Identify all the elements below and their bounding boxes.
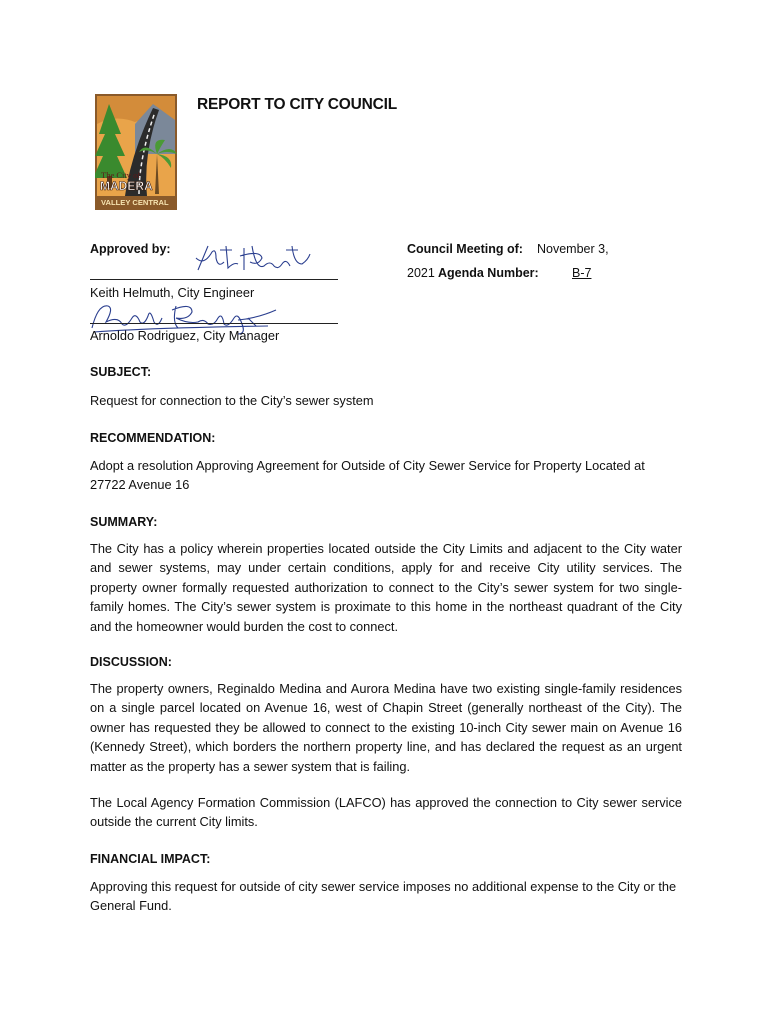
- approved-by-label: Approved by:: [90, 242, 171, 256]
- svg-text:MADERA: MADERA: [100, 179, 153, 193]
- signature-line-1: [90, 279, 338, 280]
- recommendation-heading: RECOMMENDATION:: [90, 431, 216, 445]
- subject-body: Request for connection to the City’s sewer system: [90, 393, 374, 408]
- summary-heading: SUMMARY:: [90, 515, 158, 529]
- signer-1-name: Keith Helmuth, City Engineer: [90, 285, 255, 300]
- financial-impact-heading: FINANCIAL IMPACT:: [90, 852, 211, 866]
- svg-text:VALLEY CENTRAL: VALLEY CENTRAL: [101, 198, 169, 207]
- signer-2-name: Arnoldo Rodriguez, City Manager: [90, 328, 280, 343]
- agenda-number: B-7: [572, 266, 592, 280]
- discussion-body-1: The property owners, Reginaldo Medina and Aurora Medina have two existing single-family residences on a single parcel located on Avenue 16, west of Chapin Street (generally northeast of the City). The owner has requested they be allowed to connect to the existing 10-inch City sewer main on Avenue 16 (Kennedy Street), which borders the northern property line, and has declared the request as an urgent matter as the property has a sewer system that is failing.: [90, 681, 682, 774]
- recommendation-body: Adopt a resolution Approving Agreement for Outside of City Sewer Service for Property Located at 27722 Avenue 16: [90, 458, 645, 493]
- agenda-number-label: Agenda Number:: [438, 266, 539, 280]
- council-meeting-year: 2021: [407, 266, 435, 280]
- svg-text:The City of: The City of: [101, 170, 141, 180]
- council-meeting-date: November 3,: [537, 242, 609, 256]
- report-title: REPORT TO CITY COUNCIL: [197, 96, 397, 113]
- signature-line-2: [90, 323, 338, 324]
- subject-heading: SUBJECT:: [90, 365, 152, 379]
- summary-body: The City has a policy wherein properties located outside the City Limits and adjacent to the City water and sewer systems, may under certain conditions, apply for and receive City utility services. The property owner formally requested authorization to connect to the City’s sewer system for two single-family homes. The City’s sewer system is proximate to this home in the northeast quadrant of the City and the homeowner would burden the cost to connect.: [90, 541, 682, 634]
- financial-impact-body: Approving this request for outside of city sewer service imposes no additional expense to the City or the General Fund.: [90, 879, 677, 914]
- city-of-madera-logo: [95, 94, 177, 210]
- discussion-heading: DISCUSSION:: [90, 655, 172, 669]
- council-meeting-label: Council Meeting of:: [407, 242, 523, 256]
- discussion-body-2: The Local Agency Formation Commission (LAFCO) has approved the connection to City sewer service outside the current City limits.: [90, 795, 682, 830]
- signature-keith-helmuth: [190, 240, 316, 278]
